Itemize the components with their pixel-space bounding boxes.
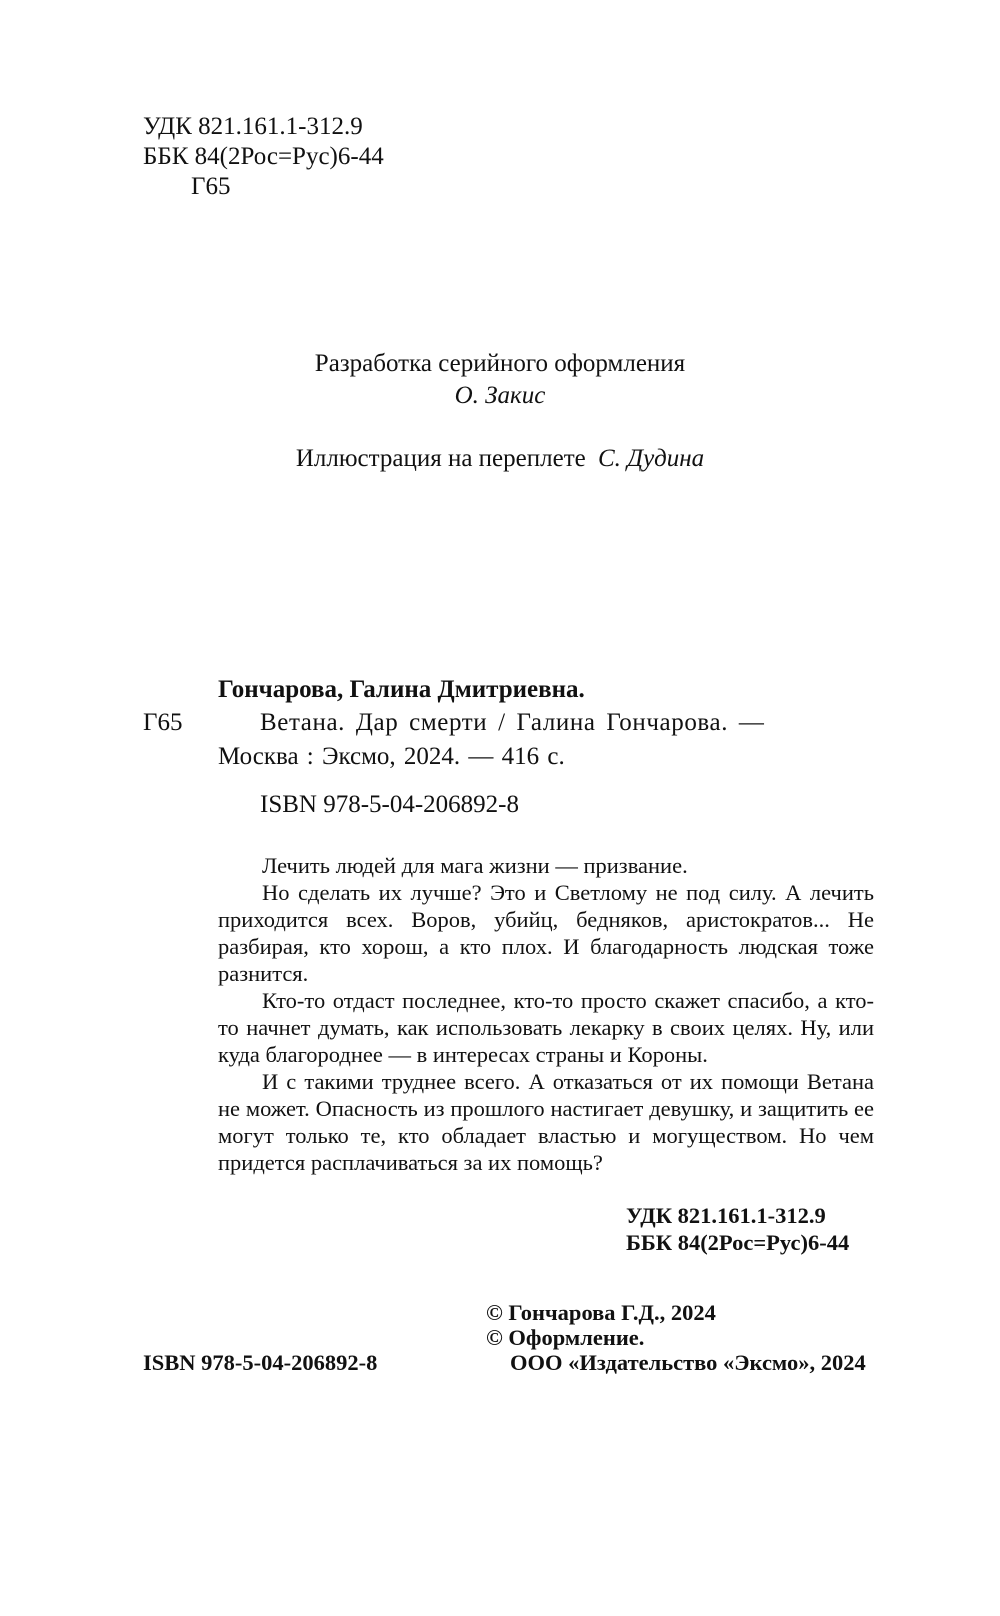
footer-isbn: ISBN 978-5-04-206892-8 [143,1350,378,1375]
catalog-author-mark: Г65 [143,709,183,736]
annotation [218,852,874,1176]
annotation-paragraph: И с такими труднее всего. А отказаться от их помощи Ветана не может. Опасность из прошлого настигает девушку, и защитить ее могут только те, кто обладает властью и могуществом. Но чем придется расплачиваться за их помощь? [218,1069,874,1175]
copyright-publisher: ООО «Издательство «Эксмо», 2024 [510,1350,866,1375]
cover-illustration-label: Иллюстрация на переплете [295,445,586,472]
annotation-paragraph: Но сделать их лучше? Это и Светлому не под силу. А лечить приходится всех. Воров, убийц, бедняков, аристократов... Не разбирая, кто хорош, а кто плох. И благодарность людская тоже разнится. [218,880,874,986]
copyright-author: © Гончарова Г.Д., 2024 [486,1300,716,1325]
cover-illustrator: С. Дудина [597,445,705,472]
annotation-paragraph: Кто-то отдаст последнее, кто-то просто скажет спасибо, а кто-то начнет думать, как использовать лекарку в своих целях. Ну, или куда благороднее — в интересах страны и Короны. [218,988,874,1067]
header-bbk: ББК 84(2Рос=Рус)6-44 [143,143,384,170]
header-udk: УДК 821.161.1-312.9 [143,113,363,140]
classification-udk: УДК 821.161.1-312.9 [626,1203,826,1228]
catalog-author: Гончарова, Галина Дмитриевна. [218,676,585,703]
cover-illustration-credit [0,445,1000,473]
copyright-design: © Оформление. [486,1325,645,1350]
header-author-mark: Г65 [191,173,231,200]
catalog-title-line: Ветана. Дар смерти / Галина Гончарова. — [260,709,765,736]
catalog-isbn: ISBN 978-5-04-206892-8 [260,791,520,818]
annotation-paragraph: Лечить людей для мага жизни — призвание. [262,853,688,878]
series-designer: О. Закис [454,382,546,409]
catalog-imprint-line: Москва : Эксмо, 2024. — 416 с. [218,743,565,770]
series-design-label: Разработка серийного оформления [314,350,686,377]
classification-bbk: ББК 84(2Рос=Рус)6-44 [626,1230,850,1255]
